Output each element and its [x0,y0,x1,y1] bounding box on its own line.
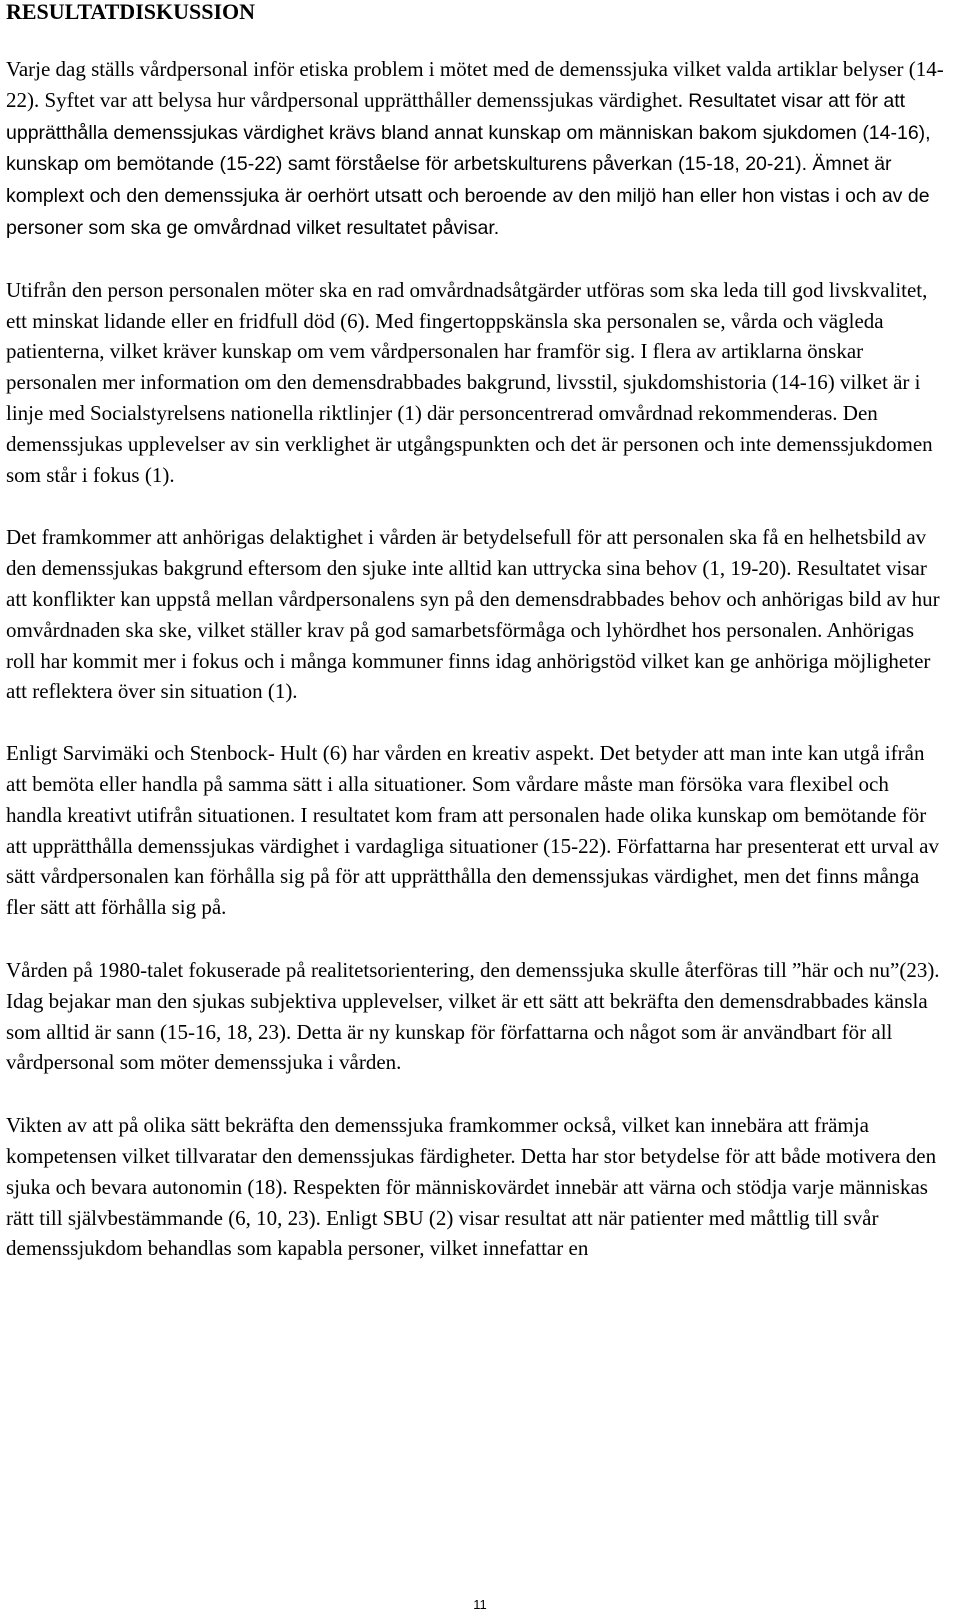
page-number: 11 [473,1597,487,1612]
paragraph-3 [6,522,946,707]
document-page [6,0,946,1264]
paragraph-6-text-a: Vikten av att på olika sätt bekräfta den demenssjuka framkommer också, vilket kan innebära att främja kompetensen vilket tillvaratar den demenssjukas färdigheter. Detta har stor betydelse för att både motivera den sjuka och bevara autonomin (18). Respekten för människovärdet innebär att värna och stödja varje människas rätt till självbestämmande (6, 10, 23). Enligt SBU (2) visar resultat att när patienter med måttlig till svår demenssjukdom behandlas som kapabla personer, vilket innefattar en [6,1113,937,1261]
paragraph-1-text-a: Varje dag ställs vårdpersonal inför etiska problem i mötet med de demenssjuka vilket valda artiklar belyser (14-22). Syftet var att belysa hur vårdpersonal upprätthåller demenssjukas värdighet. [6,57,944,112]
paragraph-1 [6,54,946,244]
paragraph-2 [6,275,946,491]
paragraph-3-text-a: Det framkommer att anhörigas delaktighet i vården är betydelsefull för att personalen ska få en helhetsbild av den demenssjukas bakgrund eftersom den sjuke inte alltid kan uttrycka sina behov (1, 19-20). Resultatet visar att konflikter kan uppstå mellan vårdpersonalens syn på den demensdrabbades behov och anhörigas bild av hur omvårdnaden ska ske, vilket ställer krav på god samarbetsförmåga och lyhördhet hos personalen. Anhörigas roll har kommit mer i fokus och i många kommuner finns idag anhörigstöd vilket kan ge anhöriga möjligheter att reflektera över sin situation (1). [6,525,940,704]
paragraph-4 [6,738,946,923]
paragraph-2-text-a: Utifrån den person personalen möter ska en rad omvårdnadsåtgärder utföras som ska leda till god livskvalitet, ett minskat lidande eller en fridfull död (6). Med fingertoppskänsla ska personalen se, vårda och vägleda patienterna, vilket kräver kunskap om vem vårdpersonalen har framför sig. I flera av artiklarna önskar personalen mer information om den demensdrabbades bakgrund, livsstil, sjukdomshistoria (14-16) vilket är i linje med Socialstyrelsens nationella riktlinjer (1) där personcentrerad omvårdnad rekommenderas. Den demenssjukas upplevelser av sin verklighet är utgångspunkten och det är personen och inte demenssjukdomen som står i fokus (1). [6,277,933,487]
paragraph-5 [6,955,946,1078]
paragraph-6 [6,1110,946,1264]
paragraph-1-text-b: Resultatet visar att för att upprätthålla demenssjukas värdighet krävs bland annat kunskap om människan bakom sjukdomen (14-16), kunskap om bemötande (15-22) samt förståelse för arbetskulturens påverkan (15-18, 20-21). Ämnet är komplext och den demenssjuka är oerhört utsatt och beroende av den miljö han eller hon vistas i och av de personer som ska ge omvårdnad vilket resultatet påvisar. [6,89,931,239]
paragraph-5-text-a: Vården på 1980-talet fokuserade på realitetsorientering, den demenssjuka skulle återföras till ”här och nu”(23). Idag bejakar man den sjukas subjektiva upplevelser, vilket är ett sätt att bekräfta den demensdrabbades känsla som alltid är sann (15-16, 18, 23). Detta är ny kunskap för författarna och något som är användbart för all vårdpersonal som möter demenssjuka i vården. [6,957,940,1075]
section-heading: RESULTATDISKUSSION [6,0,256,24]
paragraph-4-text-a: Enligt Sarvimäki och Stenbock- Hult (6) har vården en kreativ aspekt. Det betyder att man inte kan utgå ifrån att bemöta eller handla på samma sätt i alla situationer. Som vårdare måste man försöka vara flexibel och handla kreativt utifrån situationen. I resultatet kom fram att personalen hade olika kunskap om bemötande för att upprätthålla demenssjukas värdighet i vardagliga situationer (15-22). Författarna har presenterat ett urval av sätt vårdpersonalen kan förhålla sig på för att upprätthålla den demenssjukas värdighet, men det finns många fler sätt att förhålla sig på. [6,741,939,920]
